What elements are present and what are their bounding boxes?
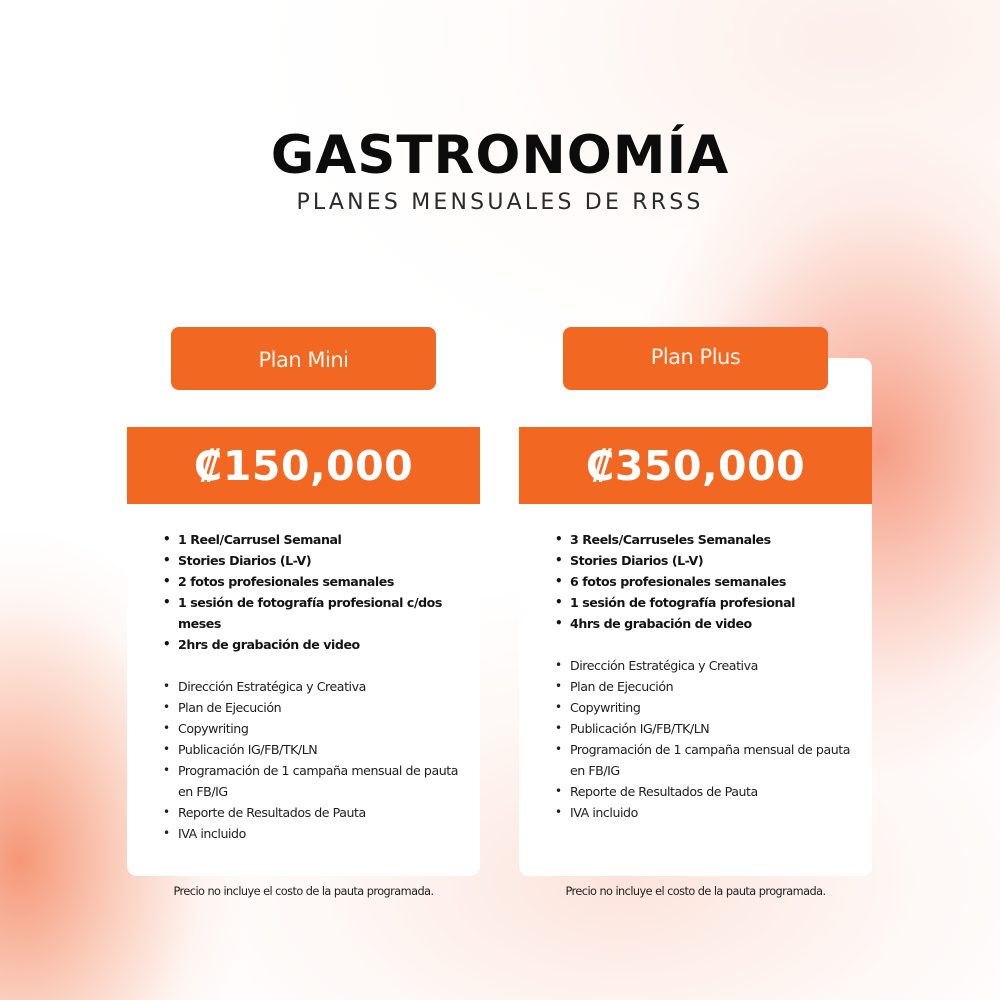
plan-name-badge-plus xyxy=(563,327,828,390)
list-item: • Programación de 1 campaña mensual de pauta en FB/IG xyxy=(160,760,460,802)
bullet-icon: • xyxy=(555,805,562,819)
plan-name-label: Plan Plus xyxy=(650,344,741,369)
page-title: GASTRONOMÍA xyxy=(270,125,730,186)
bullet-icon: • xyxy=(163,553,171,567)
bullet-icon: • xyxy=(163,532,171,546)
list-item: • 3 Reels/Carruseles Semanales xyxy=(552,529,852,550)
page-subtitle: PLANES MENSUALES DE RRSS xyxy=(296,190,704,215)
bullet-icon: • xyxy=(555,742,562,756)
bullet-icon: • xyxy=(163,763,170,777)
plan-name-badge-mini xyxy=(171,327,436,390)
bullet-icon: • xyxy=(555,616,563,630)
plan-name-label: Plan Mini xyxy=(258,347,349,372)
list-item: • 1 Reel/Carrusel Semanal xyxy=(160,529,460,550)
list-item: • Publicación IG/FB/TK/LN xyxy=(160,739,460,760)
list-item: • Publicación IG/FB/TK/LN xyxy=(552,718,852,739)
bullet-icon: • xyxy=(555,679,562,693)
list-item: • 1 sesión de fotografía profesional xyxy=(552,592,852,613)
bullet-icon: • xyxy=(555,784,562,798)
list-item: • Stories Diarios (L-V) xyxy=(160,550,460,571)
plan-disclaimer-mini: Precio no incluye el costo de la pauta programada. xyxy=(173,885,434,898)
list-item: • 2hrs de grabación de video xyxy=(160,634,460,655)
bullet-icon: • xyxy=(163,637,171,651)
list-item: • Plan de Ejecución xyxy=(552,676,852,697)
list-item: • IVA incluido xyxy=(552,802,852,823)
list-item: • IVA incluido xyxy=(160,823,460,844)
plan-price-banner-mini xyxy=(127,427,480,504)
bullet-icon: • xyxy=(163,721,170,735)
bullet-icon: • xyxy=(163,595,171,609)
list-item: • Copywriting xyxy=(160,718,460,739)
list-item: • Stories Diarios (L-V) xyxy=(552,550,852,571)
plan-price: ₡350,000 xyxy=(585,441,806,490)
list-item: • Reporte de Resultados de Pauta xyxy=(160,802,460,823)
bullet-icon: • xyxy=(555,721,562,735)
bullet-icon: • xyxy=(163,574,171,588)
bullet-icon: • xyxy=(163,742,170,756)
bullet-icon: • xyxy=(163,805,170,819)
bullet-icon: • xyxy=(555,658,562,672)
bullet-icon: • xyxy=(555,553,563,567)
primary-feature-list xyxy=(160,529,460,655)
primary-feature-list xyxy=(552,529,852,634)
list-item: • 4hrs de grabación de video xyxy=(552,613,852,634)
list-item: • Dirección Estratégica y Creativa xyxy=(160,676,460,697)
bullet-icon: • xyxy=(163,700,170,714)
list-item: • Copywriting xyxy=(552,697,852,718)
list-item: • Dirección Estratégica y Creativa xyxy=(552,655,852,676)
list-item: • 2 fotos profesionales semanales xyxy=(160,571,460,592)
plan-features-mini xyxy=(160,529,460,844)
plan-features-plus xyxy=(552,529,852,823)
page-header xyxy=(0,124,1000,218)
secondary-feature-list xyxy=(552,655,852,823)
list-item: • 6 fotos profesionales semanales xyxy=(552,571,852,592)
secondary-feature-list xyxy=(160,676,460,844)
bullet-icon: • xyxy=(163,679,170,693)
list-item: • Plan de Ejecución xyxy=(160,697,460,718)
plan-disclaimer-plus: Precio no incluye el costo de la pauta programada. xyxy=(565,885,826,898)
list-item: • Programación de 1 campaña mensual de pauta en FB/IG xyxy=(552,739,852,781)
bullet-icon: • xyxy=(555,700,562,714)
plan-price: ₡150,000 xyxy=(193,441,414,490)
plan-price-banner-plus xyxy=(519,427,872,504)
list-item: • 1 sesión de fotografía profesional c/dos meses xyxy=(160,592,460,634)
bullet-icon: • xyxy=(555,532,563,546)
bullet-icon: • xyxy=(555,574,563,588)
list-item: • Reporte de Resultados de Pauta xyxy=(552,781,852,802)
bullet-icon: • xyxy=(555,595,563,609)
bullet-icon: • xyxy=(163,826,170,840)
